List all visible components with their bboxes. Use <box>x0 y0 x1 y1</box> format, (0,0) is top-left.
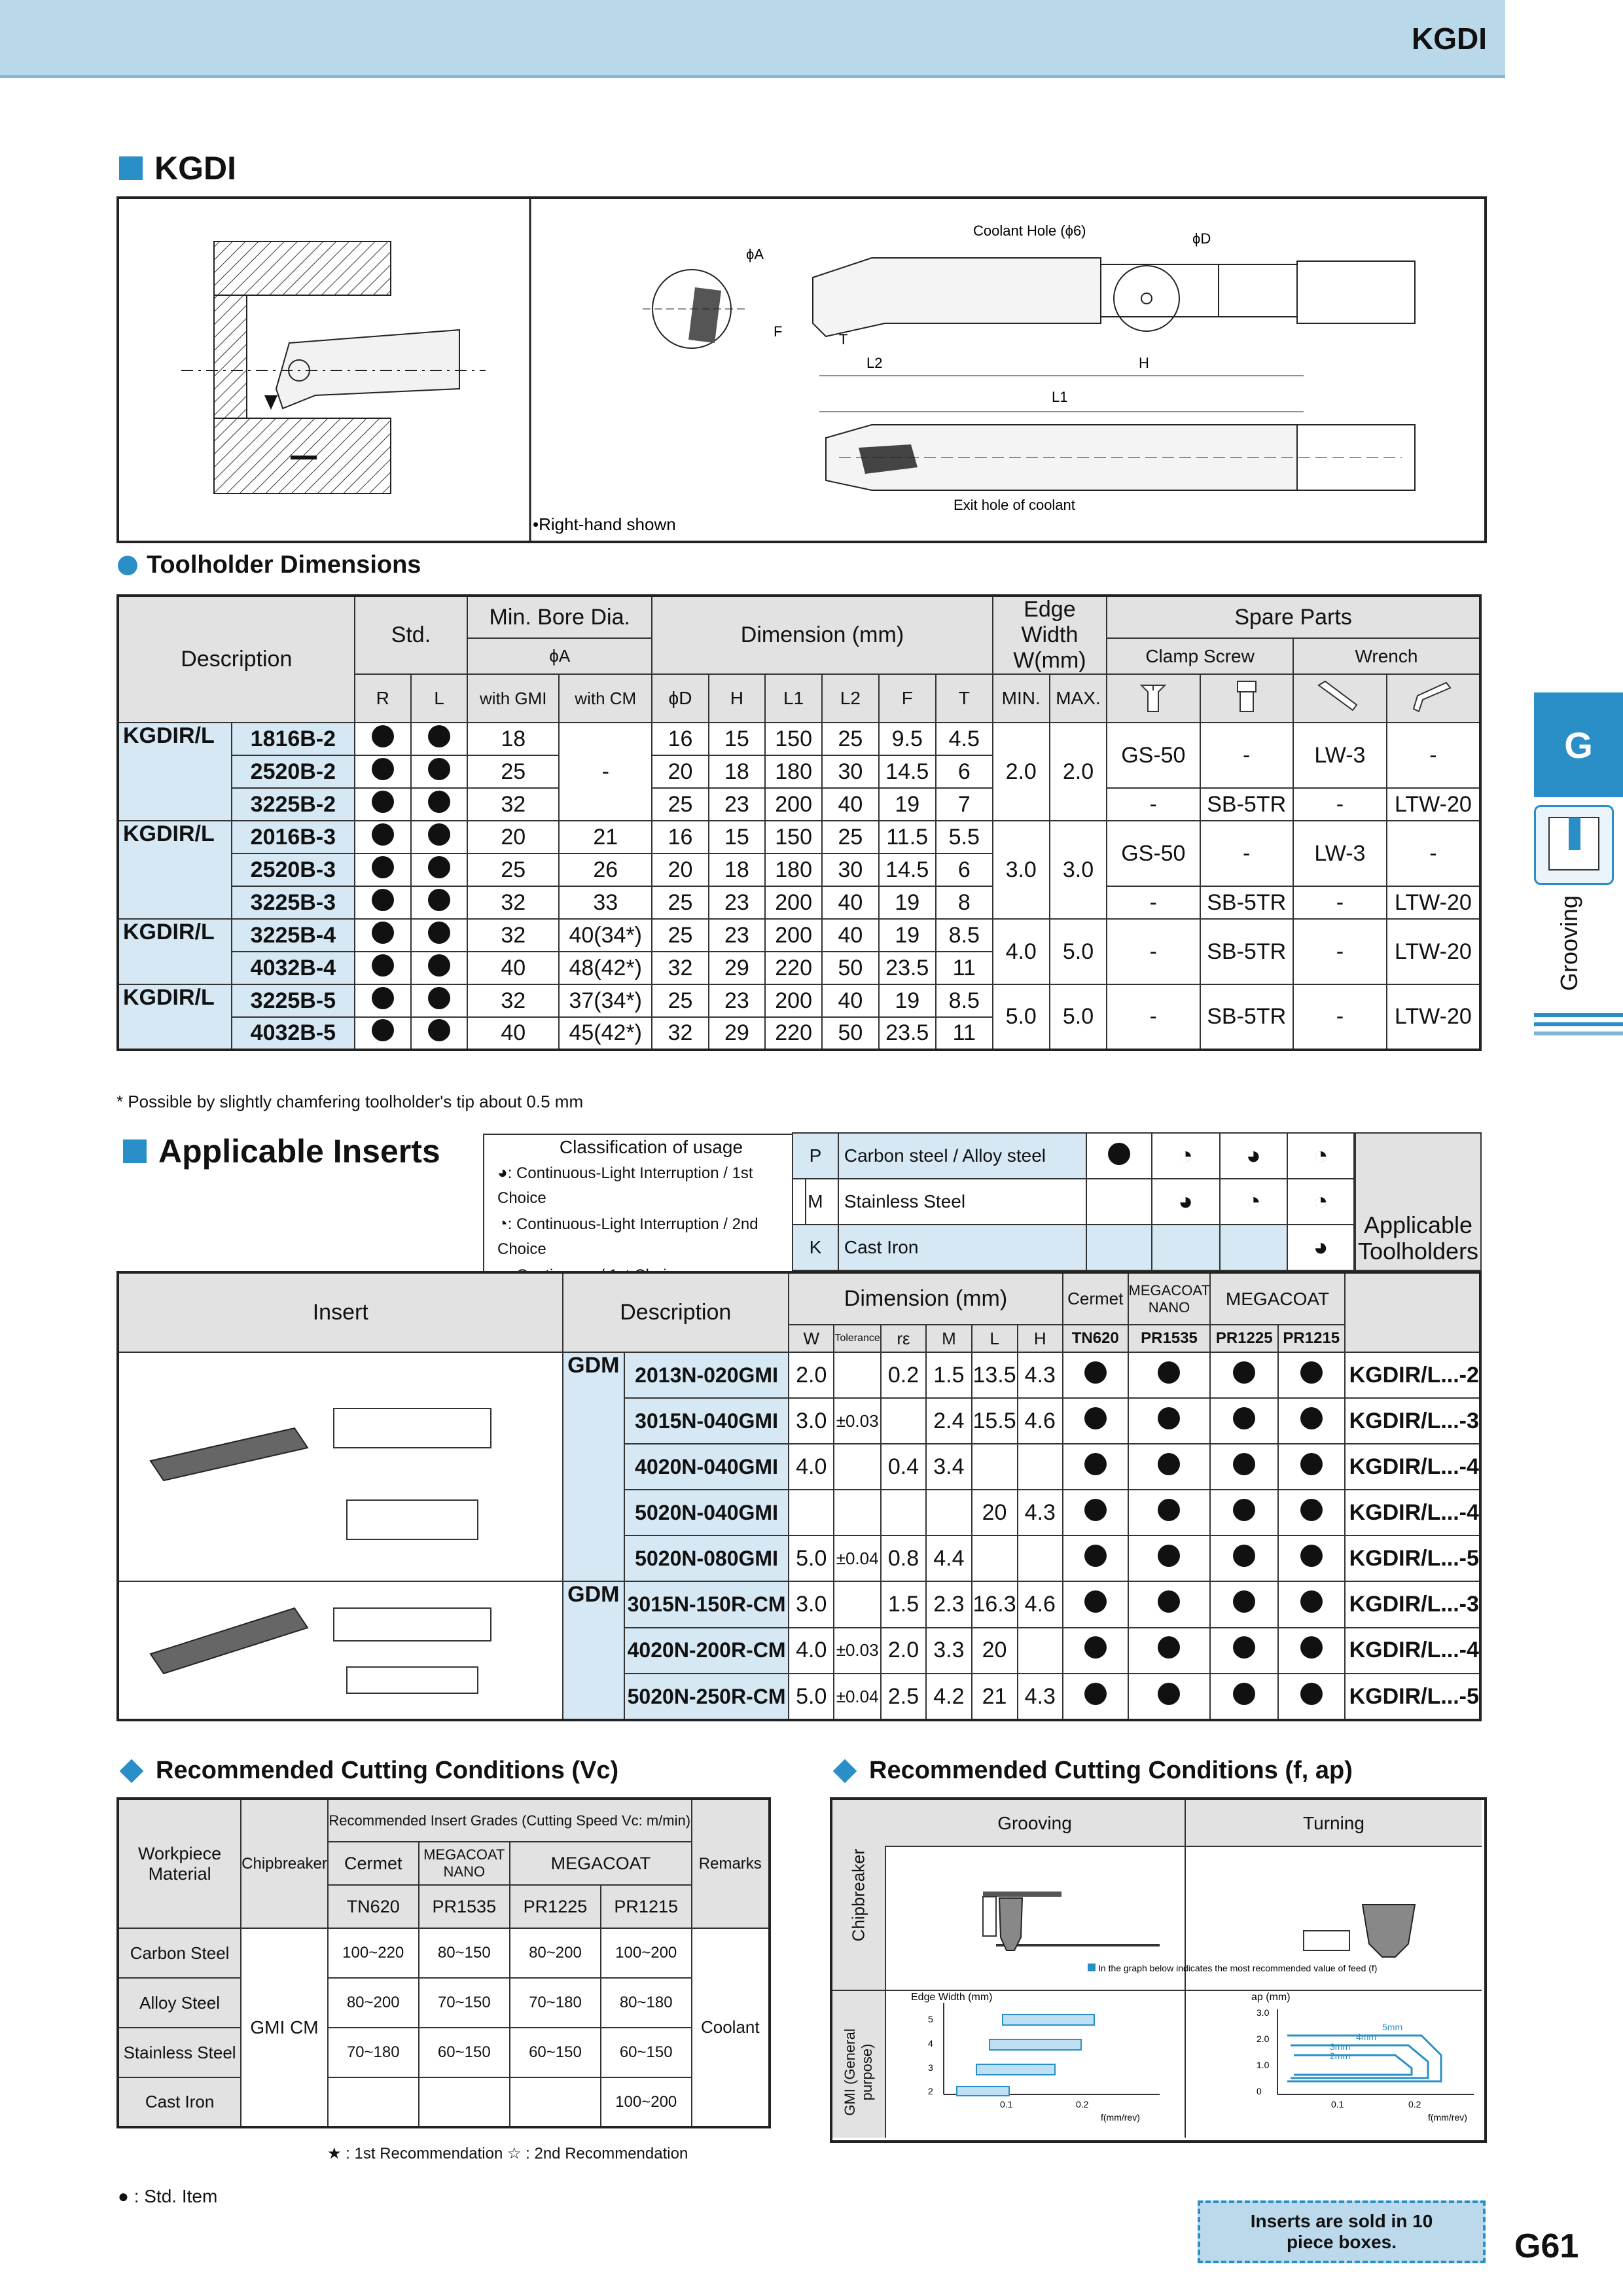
svg-text:4mm: 4mm <box>1356 2032 1377 2042</box>
applicable-holder: KGDIR/L...-4 <box>1345 1490 1480 1535</box>
vc-row: Stainless Steel 70~180 60~150 60~150 60~150 <box>118 2028 770 2077</box>
toolholder-code: 4032B-5 <box>232 1017 355 1050</box>
toolholder-row: 2520B-3 25 26 20 18 180 30 14.5 6 <box>118 853 1480 886</box>
toolholder-footnote: * Possible by slightly chamfering toolholder's tip about 0.5 mm <box>116 1092 584 1111</box>
std-item-icon <box>1084 1361 1107 1384</box>
insert-code: 3015N-040GMI <box>624 1398 789 1444</box>
th-l1: L1 <box>765 674 822 723</box>
th-with-cm: with CM <box>559 674 652 723</box>
vc-legend: ★ : 1st Recommendation ☆ : 2nd Recommendation <box>327 2145 688 2162</box>
toolholder-row: KGDIR/L 3225B-5 32 37(34*) 25 23 200 40 19 8.5 5.0 5.0 - SB-5TR - LTW-20 <box>118 984 1480 1017</box>
std-item-icon <box>372 823 394 846</box>
dim-label-d: ϕD <box>1192 230 1211 247</box>
dim-label-h: H <box>1139 355 1149 371</box>
applicable-toolholders-label: Applicable Toolholders <box>1355 1132 1482 1271</box>
tool-diagram <box>119 199 1484 541</box>
ith-re: rε <box>881 1325 926 1352</box>
mark-half-open-icon: ◔ <box>1287 1179 1354 1225</box>
ith-g4: PR1215 <box>1278 1325 1345 1352</box>
fap-graphs <box>885 1846 1482 2138</box>
std-item-icon <box>428 791 450 813</box>
ith-g3: PR1225 <box>1210 1325 1278 1352</box>
toolholder-row: 4032B-4 40 48(42*) 32 29 220 50 23.5 11 <box>118 952 1480 984</box>
ith-megacoat: MEGACOAT <box>1210 1272 1344 1325</box>
std-item-icon <box>1300 1453 1323 1475</box>
insert-code: 5020N-080GMI <box>624 1535 789 1581</box>
insert-row: GDM 3015N-150R-CM 3.0 1.5 2.3 16.3 4.6 KGDIR/L...-3 <box>118 1581 1480 1628</box>
insert-row: 3015N-040GMI 3.0 ±0.03 2.4 15.5 4.6 KGDIR/L...-3 <box>118 1398 1480 1444</box>
insert-row: GDM 2013N-020GMI 2.0 0.2 1.5 13.5 4.3 KGDIR/L...-2 <box>118 1352 1480 1398</box>
usage-item-4: ○: Continuous / 2nd Choice <box>497 1291 688 1310</box>
inserts-box-note: Inserts are sold in 10 piece boxes. <box>1198 2200 1486 2263</box>
row-prefix: KGDIR/L <box>118 984 232 1050</box>
vth-cermet: Cermet <box>328 1842 419 1885</box>
std-item-icon <box>1300 1590 1323 1613</box>
svg-text:2: 2 <box>928 2086 933 2096</box>
th-description: Description <box>118 596 355 723</box>
filled-circle-icon: ● <box>497 1265 508 1284</box>
std-item-icon <box>1158 1590 1180 1613</box>
th-wrench: Wrench <box>1293 638 1480 674</box>
std-item-icon <box>1158 1636 1180 1659</box>
dim-label-a: ϕA <box>746 246 764 262</box>
diamond-bullet-icon <box>120 1759 144 1783</box>
th-r: R <box>355 674 411 723</box>
std-item-icon <box>372 987 394 1009</box>
row-prefix: KGDIR/L <box>118 821 232 919</box>
clamp-screw-icon <box>1107 674 1200 723</box>
std-item-icon <box>372 954 394 977</box>
dim-label-l2: L2 <box>866 355 883 371</box>
std-item-icon <box>428 922 450 944</box>
vth-remarks: Remarks <box>692 1799 770 1928</box>
mark-half-filled-icon: ◕ <box>1220 1133 1288 1179</box>
std-item-icon <box>428 987 450 1009</box>
circle-bullet-icon <box>118 556 137 575</box>
torx-wrench-icon <box>1387 674 1480 723</box>
usage-title: Classification of usage <box>559 1137 743 1157</box>
std-item-icon <box>372 791 394 813</box>
insert-code: 4020N-200R-CM <box>624 1628 789 1674</box>
usage-item-1: ◕: Continuous-Light Interruption / 1st Choice <box>497 1162 753 1207</box>
th-l: L <box>411 674 467 723</box>
insert-table <box>116 1271 1482 1721</box>
fap-title: Recommended Cutting Conditions (f, ap) <box>832 1757 1353 1785</box>
ith-h: H <box>1018 1325 1063 1352</box>
square-bullet-icon <box>123 1139 147 1163</box>
svg-text:2.0: 2.0 <box>1257 2034 1270 2044</box>
std-item-icon <box>1300 1636 1323 1659</box>
std-item-icon <box>1084 1636 1107 1659</box>
toolholder-row: KGDIR/L 2016B-3 20 21 16 15 150 25 11.5 5.5 3.0 3.0 GS-50 - LW-3 - <box>118 821 1480 853</box>
svg-text:4: 4 <box>928 2038 933 2049</box>
vc-row: Carbon Steel GMI CM 100~220 80~150 80~200 100~200 Coolant <box>118 1928 770 1978</box>
std-item-icon <box>372 725 394 747</box>
vth-g3: PR1225 <box>510 1885 601 1928</box>
header-bar <box>0 0 1505 78</box>
material-table <box>792 1132 1355 1271</box>
std-item-icon <box>1233 1407 1255 1429</box>
diamond-bullet-icon <box>833 1759 857 1783</box>
th-clamp: Clamp Screw <box>1107 638 1293 674</box>
ith-description: Description <box>563 1272 789 1352</box>
std-item-icon <box>1084 1453 1107 1475</box>
exit-hole-label: Exit hole of coolant <box>954 497 1075 513</box>
section-title-inserts: Applicable Inserts <box>123 1132 440 1170</box>
ith-tol: Tolerance <box>834 1325 880 1352</box>
toolholder-row: KGDIR/L 3225B-4 32 40(34*) 25 23 200 40 19 8.5 4.0 5.0 - SB-5TR - LTW-20 <box>118 919 1480 952</box>
material-row-m: M Stainless Steel ◕ ◔ ◔ <box>793 1179 1354 1225</box>
toolholder-code: 3225B-3 <box>232 886 355 919</box>
svg-text:5: 5 <box>928 2014 933 2024</box>
std-item-icon <box>1233 1361 1255 1384</box>
toolholder-code: 3225B-5 <box>232 984 355 1017</box>
vth-nano: MEGACOAT NANO <box>419 1842 510 1885</box>
std-item-icon <box>1158 1499 1180 1521</box>
th-with-gmi: with GMI <box>467 674 559 723</box>
toolholder-code: 3225B-4 <box>232 919 355 952</box>
coolant-hole-label: Coolant Hole (ϕ6) <box>973 223 1086 239</box>
std-item-icon <box>428 823 450 846</box>
side-tab-g[interactable]: G <box>1534 692 1623 797</box>
toolholder-code: 4032B-4 <box>232 952 355 984</box>
std-item-icon <box>428 725 450 747</box>
svg-text:f(mm/rev): f(mm/rev) <box>1101 2112 1140 2123</box>
std-item-icon <box>372 758 394 780</box>
toolholder-code: 1816B-2 <box>232 723 355 755</box>
vth-g2: PR1535 <box>419 1885 510 1928</box>
svg-text:0.1: 0.1 <box>1331 2099 1344 2109</box>
toolholder-row: 4032B-5 40 45(42*) 32 29 220 50 23.5 11 <box>118 1017 1480 1050</box>
std-item-icon <box>1158 1545 1180 1567</box>
mark-half-open-icon: ◔ <box>1152 1133 1220 1179</box>
svg-text:2mm: 2mm <box>1330 2051 1351 2061</box>
applicable-holder: KGDIR/L...-5 <box>1345 1674 1480 1720</box>
std-item-icon <box>1084 1683 1107 1705</box>
ith-dimension: Dimension (mm) <box>789 1272 1063 1325</box>
svg-text:0.1: 0.1 <box>1000 2099 1013 2109</box>
svg-text:1.0: 1.0 <box>1257 2060 1270 2070</box>
fap-chipbreaker: Chipbreaker <box>848 1848 868 1942</box>
grooving-icon <box>1534 805 1614 885</box>
std-item-icon <box>372 922 394 944</box>
ith-g2: PR1535 <box>1128 1325 1211 1352</box>
edge-axis-label: Edge Width (mm) <box>911 1992 993 2003</box>
fap-panel <box>830 1797 1487 2143</box>
applicable-holder: KGDIR/L...-5 <box>1345 1535 1480 1581</box>
std-item-icon <box>372 889 394 911</box>
toolholder-code: 2520B-3 <box>232 853 355 886</box>
insert-code: 5020N-250R-CM <box>624 1674 789 1720</box>
insert-row: 5020N-250R-CM 5.0 ±0.04 2.5 4.2 21 4.3 KGDIR/L...-5 <box>118 1674 1480 1720</box>
svg-text:0: 0 <box>1257 2086 1262 2096</box>
insert-row: 5020N-040GMI 20 4.3 KGDIR/L...-4 <box>118 1490 1480 1535</box>
std-item-icon <box>428 1019 450 1041</box>
th-phiA: ϕA <box>467 638 652 674</box>
toolholder-row: KGDIR/L 1816B-2 18 - 16 15 150 25 9.5 4.5 2.0 2.0 GS-50 - LW-3 - <box>118 723 1480 755</box>
diagram-box <box>116 196 1487 543</box>
vth-workpiece: Workpiece Material <box>118 1799 241 1928</box>
th-l2: L2 <box>822 674 878 723</box>
std-item-icon <box>1233 1683 1255 1705</box>
fap-note: In the graph below indicates the most recommended value of feed (f) <box>1098 1963 1378 1973</box>
th-min: MIN. <box>993 674 1050 723</box>
ap-axis-label: ap (mm) <box>1251 1992 1291 2003</box>
section-title-kgdi: KGDI <box>119 149 236 187</box>
std-item-icon <box>1300 1407 1323 1429</box>
svg-text:3.0: 3.0 <box>1257 2007 1270 2018</box>
mark-half-open-icon: ◔ <box>1220 1179 1288 1225</box>
page-number: G61 <box>1514 2227 1579 2265</box>
dim-label-f: F <box>774 323 783 340</box>
insert-code: 5020N-040GMI <box>624 1490 789 1535</box>
fap-grooving: Grooving <box>997 1813 1072 1833</box>
toolholder-table <box>116 594 1482 1051</box>
vth-megacoat: MEGACOAT <box>510 1842 692 1885</box>
vth-chipbreaker: Chipbreaker <box>241 1799 328 1928</box>
ith-m: M <box>926 1325 971 1352</box>
std-item-icon <box>1084 1499 1107 1521</box>
row-prefix: KGDIR/L <box>118 919 232 984</box>
ith-w: W <box>789 1325 834 1352</box>
std-item-icon <box>1233 1590 1255 1613</box>
mark-half-open-icon: ◔ <box>1287 1133 1354 1179</box>
half-open-circle-icon: ◔ <box>497 1213 508 1233</box>
std-item-icon <box>1300 1545 1323 1567</box>
toolholder-title: Toolholder Dimensions <box>118 551 421 579</box>
std-item-icon <box>1233 1636 1255 1659</box>
material-row-k: K Cast Iron ◕ <box>793 1225 1354 1270</box>
toolholder-row: 3225B-2 32 25 23 200 40 19 7 - SB-5TR - LTW-20 <box>118 788 1480 821</box>
usage-legend <box>483 1134 806 1310</box>
std-item-icon <box>1300 1499 1323 1521</box>
toolholder-code: 2520B-2 <box>232 755 355 788</box>
insert-series: GDM <box>563 1352 625 1581</box>
ith-l: L <box>972 1325 1018 1352</box>
th-max: MAX. <box>1050 674 1107 723</box>
std-item-icon <box>428 856 450 878</box>
applicable-holder: KGDIR/L...-3 <box>1345 1581 1480 1628</box>
std-item-icon <box>1233 1453 1255 1475</box>
svg-text:3: 3 <box>928 2062 933 2073</box>
svg-text:5mm: 5mm <box>1382 2022 1403 2032</box>
insert-code: 2013N-020GMI <box>624 1352 789 1398</box>
toolholder-row: 2520B-2 25 20 18 180 30 14.5 6 <box>118 755 1480 788</box>
std-item-icon <box>1300 1683 1323 1705</box>
mark-half-filled-icon: ◕ <box>1152 1179 1220 1225</box>
dim-label-t: T <box>839 331 848 348</box>
std-item-icon <box>1300 1361 1323 1384</box>
th-f: F <box>879 674 936 723</box>
vth-g4: PR1215 <box>601 1885 692 1928</box>
usage-item-3: ●: Continuous / 1st Choice <box>497 1265 683 1284</box>
ith-cermet: Cermet <box>1063 1272 1128 1325</box>
vc-row: Alloy Steel 80~200 70~150 70~180 80~180 <box>118 1978 770 2028</box>
applicable-holder: KGDIR/L...-4 <box>1345 1628 1480 1674</box>
std-item-icon <box>1158 1453 1180 1475</box>
std-item-icon <box>1158 1407 1180 1429</box>
insert-code: 3015N-150R-CM <box>624 1581 789 1628</box>
applicable-holder: KGDIR/L...-2 <box>1345 1352 1480 1398</box>
svg-text:f(mm/rev): f(mm/rev) <box>1428 2112 1467 2123</box>
dim-label-l1: L1 <box>1052 389 1068 405</box>
th-edge: Edge Width W(mm) <box>993 596 1107 674</box>
insert-series: GDM <box>563 1581 625 1720</box>
th-h: H <box>709 674 765 723</box>
std-item-icon <box>1233 1499 1255 1521</box>
vth-g1: TN620 <box>328 1885 419 1928</box>
insert-row: 4020N-040GMI 4.0 0.4 3.4 KGDIR/L...-4 <box>118 1444 1480 1490</box>
insert-image-cm <box>118 1581 563 1720</box>
mark-half-filled-icon: ◕ <box>1287 1225 1354 1270</box>
vc-chipbreaker: GMI CM <box>241 1928 328 2127</box>
clamp-screw-alt-icon <box>1200 674 1293 723</box>
header-code: KGDI <box>1412 22 1487 56</box>
mark-filled-circle-icon <box>1108 1143 1130 1165</box>
toolholder-code: 2016B-3 <box>232 821 355 853</box>
std-item-icon <box>428 954 450 977</box>
vc-title: Recommended Cutting Conditions (Vc) <box>119 1757 618 1785</box>
right-hand-note: •Right-hand shown <box>533 514 676 534</box>
std-item-icon <box>1084 1590 1107 1613</box>
ith-insert: Insert <box>118 1272 563 1352</box>
side-label-grooving: Grooving <box>1556 895 1582 992</box>
std-item-icon <box>1158 1361 1180 1384</box>
th-std: Std. <box>355 596 468 674</box>
half-filled-circle-icon: ◕ <box>497 1162 508 1182</box>
th-t: T <box>936 674 993 723</box>
std-item-icon <box>428 889 450 911</box>
svg-text:0.2: 0.2 <box>1076 2099 1089 2109</box>
th-spare: Spare Parts <box>1107 596 1480 638</box>
vc-table <box>116 1797 771 2128</box>
std-item-icon <box>1084 1407 1107 1429</box>
std-item-icon <box>1233 1545 1255 1567</box>
insert-image-gmi <box>118 1352 563 1581</box>
toolholder-code: 3225B-2 <box>232 788 355 821</box>
th-dimension: Dimension (mm) <box>652 596 992 674</box>
insert-row: 4020N-200R-CM 4.0 ±0.03 2.0 3.3 20 KGDIR/L...-4 <box>118 1628 1480 1674</box>
insert-row: 5020N-080GMI 5.0 ±0.04 0.8 4.4 KGDIR/L...-5 <box>118 1535 1480 1581</box>
square-bullet-icon <box>119 156 143 180</box>
vc-row: Cast Iron 100~200 <box>118 2077 770 2127</box>
std-item-icon <box>428 758 450 780</box>
ith-g1: TN620 <box>1063 1325 1128 1352</box>
material-row-p: P Carbon steel / Alloy steel ◔ ◕ ◔ <box>793 1133 1354 1179</box>
applicable-holder: KGDIR/L...-4 <box>1345 1444 1480 1490</box>
th-bore: Min. Bore Dia. <box>467 596 652 638</box>
usage-item-2: ◔: Continuous-Light Interruption / 2nd Choice <box>497 1213 758 1258</box>
ith-nano: MEGACOAT NANO <box>1128 1272 1211 1325</box>
svg-text:3mm: 3mm <box>1330 2041 1351 2052</box>
toolholder-row: 3225B-3 32 33 25 23 200 40 19 8 - SB-5TR - LTW-20 <box>118 886 1480 919</box>
vc-remarks: Coolant <box>692 1928 770 2127</box>
std-item-icon <box>372 856 394 878</box>
std-item-icon <box>1084 1545 1107 1567</box>
std-item-icon <box>1158 1683 1180 1705</box>
open-circle-icon: ○ <box>497 1291 508 1310</box>
svg-text:0.2: 0.2 <box>1408 2099 1421 2109</box>
std-item-icon <box>372 1019 394 1041</box>
vth-grades: Recommended Insert Grades (Cutting Speed Vc: m/min) <box>328 1799 692 1842</box>
applicable-holder: KGDIR/L...-3 <box>1345 1398 1480 1444</box>
fap-turning: Turning <box>1303 1813 1364 1833</box>
hex-wrench-icon <box>1293 674 1387 723</box>
fap-gmi: GMI (General purpose) <box>842 2028 875 2116</box>
std-item-legend: ● : Std. Item <box>118 2186 218 2206</box>
insert-code: 4020N-040GMI <box>624 1444 789 1490</box>
th-phid: ϕD <box>652 674 708 723</box>
row-prefix: KGDIR/L <box>118 723 232 821</box>
